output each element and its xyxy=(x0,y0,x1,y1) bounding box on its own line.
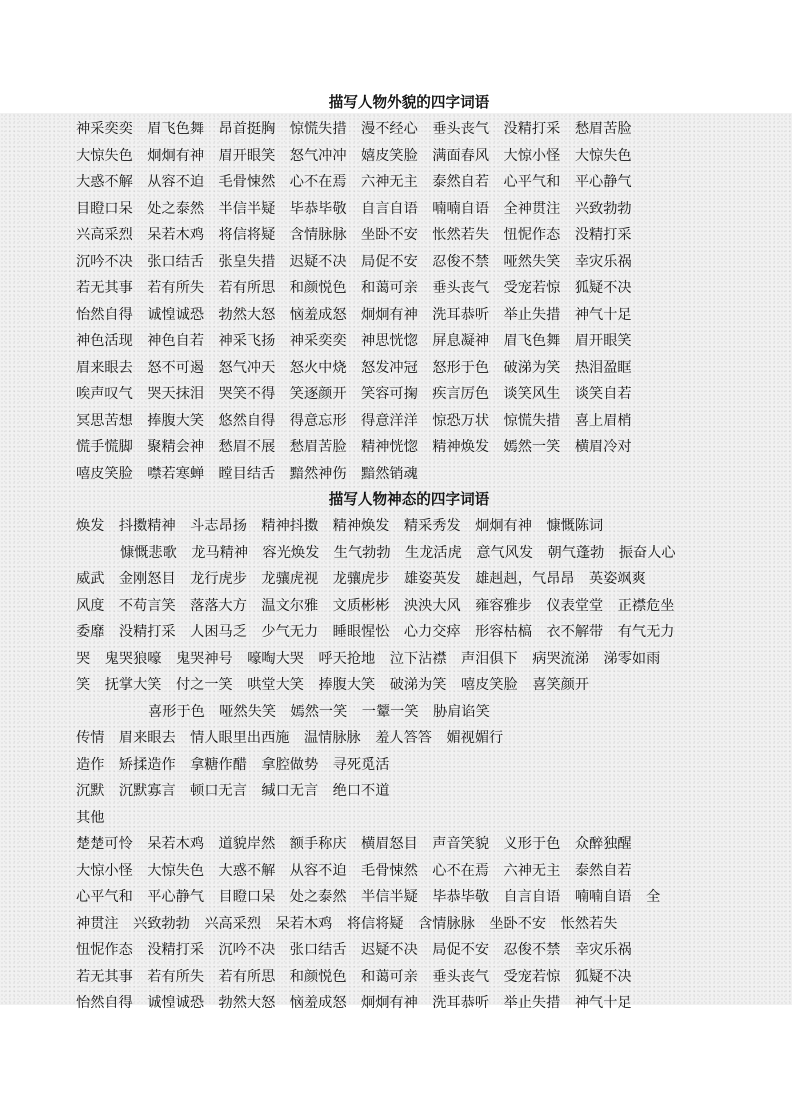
text-line: 眉来眼去 怒不可遏 怒气冲天 怒火中烧 怒发冲冠 怒形于色 破涕为笑 热泪盈眶 xyxy=(76,359,632,376)
text-line: 传情 眉来眼去 情人眼里出西施 温情脉脉 羞人答答 媚视媚行 xyxy=(76,730,504,746)
text-line: 沉默 沉默寡言 顿口无言 缄口无言 绝口不道 xyxy=(76,783,390,799)
text-line: 兴高采烈 呆若木鸡 将信将疑 含情脉脉 坐卧不安 怅然若失 忸怩作态 没精打采 xyxy=(76,227,632,243)
text-line: 嘻皮笑脸 噤若寒蝉 瞠目结舌 黯然神伤 黯然销魂 xyxy=(76,465,418,482)
text-line: 冥思苦想 捧腹大笑 悠然自得 得意忘形 得意洋洋 惊恐万状 惊慌失措 喜上眉梢 xyxy=(76,412,632,429)
text-line: 笑 抚掌大笑 付之一笑 哄堂大笑 捧腹大笑 破涕为笑 嘻皮笑脸 喜笑颜开 xyxy=(76,677,590,693)
text-line: 大惊小怪 大惊失色 大惑不解 从容不迫 毛骨悚然 心不在焉 六神无主 泰然自若 xyxy=(76,862,632,879)
text-line: 忸怩作态 没精打采 沉吟不决 张口结舌 迟疑不决 局促不安 忍俊不禁 幸灾乐祸 xyxy=(76,942,632,958)
text-line: 威武 金刚怒目 龙行虎步 龙骧虎视 龙骧虎步 雄姿英发 雄赳赳，气昂昂 英姿飒爽 xyxy=(76,571,646,587)
text-line: 若无其事 若有所失 若有所思 和颜悦色 和蔼可亲 垂头丧气 受宠若惊 狐疑不决 xyxy=(76,280,632,296)
expression-idiom-list xyxy=(76,513,766,1017)
text-line: 风度 不苟言笑 落落大方 温文尔雅 文质彬彬 泱泱大风 雍容雅步 仪表堂堂 正襟危坐 xyxy=(76,597,675,614)
heading-appearance: 描写人物外貌的四字词语 xyxy=(328,94,490,111)
text-line: 沉吟不决 张口结舌 张皇失措 迟疑不决 局促不安 忍俊不禁 哑然失笑 幸灾乐祸 xyxy=(76,253,632,270)
text-line: 若无其事 若有所失 若有所思 和颜悦色 和蔼可亲 垂头丧气 受宠若惊 狐疑不决 xyxy=(76,968,632,985)
text-line: 焕发 抖擞精神 斗志昂扬 精神抖擞 精神焕发 精采秀发 炯炯有神 慷慨陈词 xyxy=(76,518,604,534)
text-line: 造作 矫揉造作 拿糖作醋 拿腔做势 寻死觅活 xyxy=(76,756,390,773)
heading-expression: 描写人物神态的四字词语 xyxy=(328,491,490,508)
text-line: 心平气和 平心静气 目瞪口呆 处之泰然 半信半疑 毕恭毕敬 自言自语 喃喃自语 全 xyxy=(76,889,661,905)
appearance-idiom-list xyxy=(76,116,766,487)
text-line: 怡然自得 诚惶诚恐 勃然大怒 恼羞成怒 炯炯有神 洗耳恭听 举止失措 神气十足 xyxy=(76,995,632,1011)
text-line: 大惊失色 炯炯有神 眉开眼笑 怒气冲冲 嬉皮笑脸 满面春风 大惊小怪 大惊失色 xyxy=(76,147,632,164)
text-line: 大惑不解 从容不迫 毛骨悚然 心不在焉 六神无主 泰然自若 心平气和 平心静气 xyxy=(76,174,632,190)
text-line: 哭 鬼哭狼嚎 鬼哭神号 嚎啕大哭 呼天抢地 泣下沾襟 声泪俱下 病哭流涕 涕零如雨 xyxy=(76,650,661,667)
text-line: 喜形于色 哑然失笑 嫣然一笑 一颦一笑 胁肩谄笑 xyxy=(148,703,490,720)
text-line: 委靡 没精打采 人困马乏 少气无力 睡眼惺忪 心力交瘁 形容枯槁 衣不解带 有气无力 xyxy=(76,624,675,640)
text-line: 目瞪口呆 处之泰然 半信半疑 毕恭毕敬 自言自语 喃喃自语 全神贯注 兴致勃勃 xyxy=(76,200,632,217)
document-body xyxy=(76,90,766,1017)
text-line: 楚楚可怜 呆若木鸡 道貌岸然 额手称庆 横眉怒目 声音笑貌 义形于色 众醉独醒 xyxy=(76,836,632,852)
text-line: 神色活现 神色自若 神采飞扬 神采奕奕 神思恍惚 屏息凝神 眉飞色舞 眉开眼笑 xyxy=(76,333,632,349)
text-line: 怡然自得 诚惶诚恐 勃然大怒 恼羞成怒 炯炯有神 洗耳恭听 举止失措 神气十足 xyxy=(76,306,632,323)
text-line: 慷慨悲歌 龙马精神 容光焕发 生气勃勃 生龙活虎 意气风发 朝气蓬勃 振奋人心 xyxy=(120,544,676,561)
text-line: 慌手慌脚 聚精会神 愁眉不展 愁眉苦脸 精神恍惚 精神焕发 嫣然一笑 横眉冷对 xyxy=(76,439,632,455)
text-line: 其他 xyxy=(76,809,105,826)
text-line: 唉声叹气 哭天抹泪 哭笑不得 笑逐颜开 笑容可掬 疾言厉色 谈笑风生 谈笑自若 xyxy=(76,386,632,402)
text-line: 神贯注 兴致勃勃 兴高采烈 呆若木鸡 将信将疑 含情脉脉 坐卧不安 怅然若失 xyxy=(76,915,618,932)
text-line: 神采奕奕 眉飞色舞 昂首挺胸 惊慌失措 漫不经心 垂头丧气 没精打采 愁眉苦脸 xyxy=(76,121,632,137)
